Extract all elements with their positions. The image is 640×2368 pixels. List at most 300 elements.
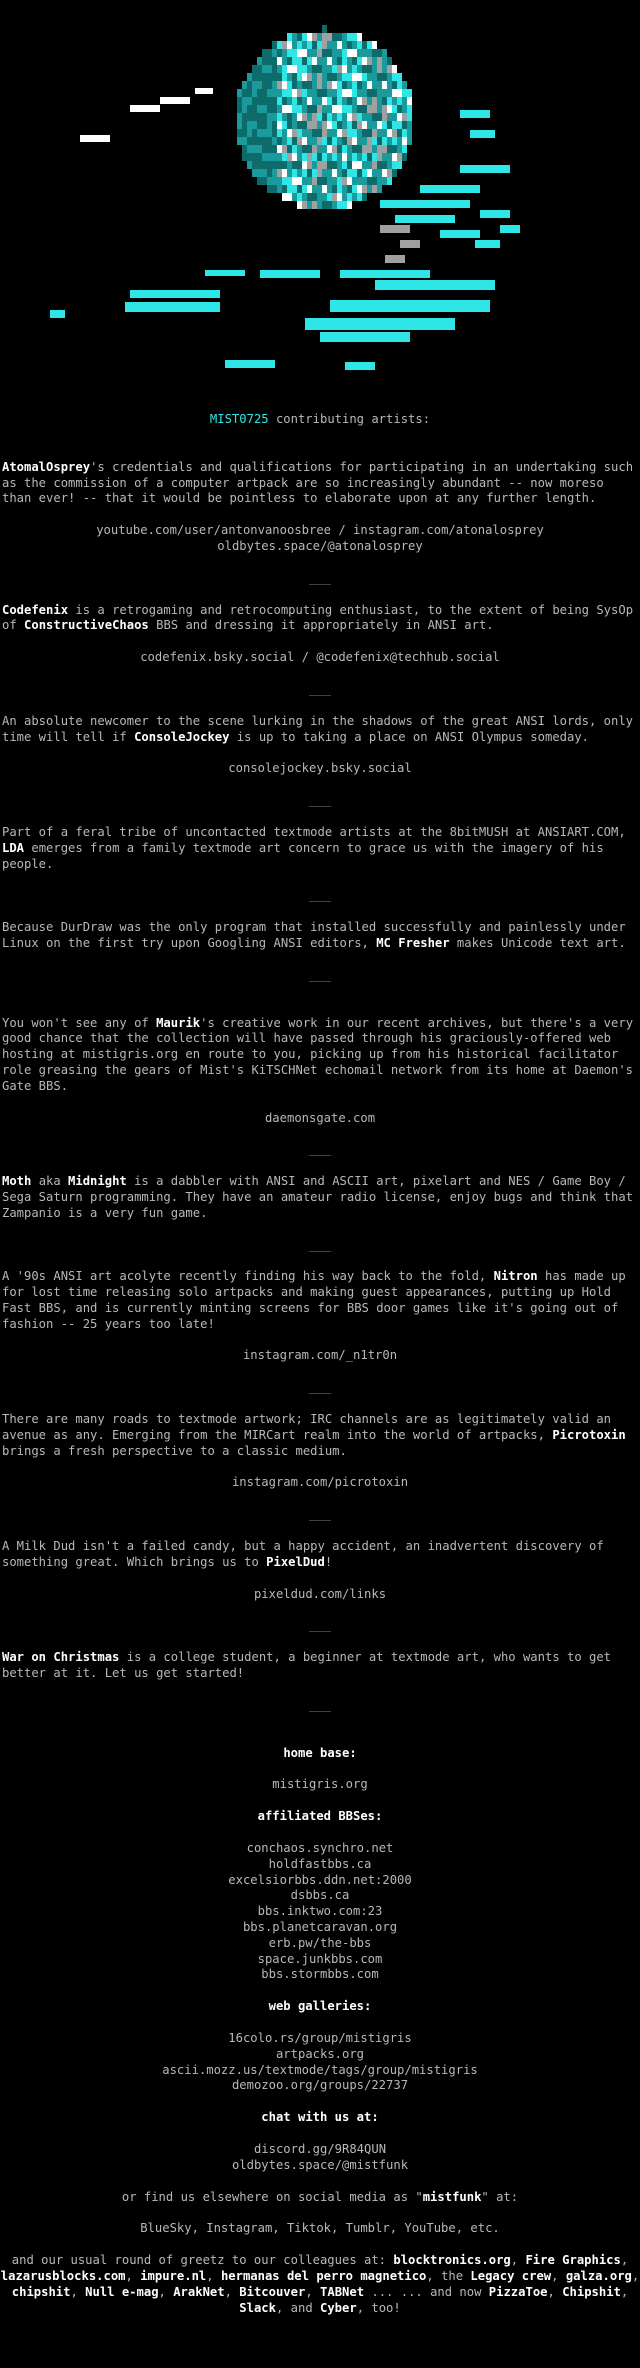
art-block — [277, 97, 282, 105]
highlight-name: ArakNet — [173, 2284, 225, 2299]
art-block — [252, 129, 257, 137]
art-block — [342, 41, 347, 49]
art-block — [357, 57, 362, 65]
art-block — [407, 89, 412, 97]
art-block — [387, 145, 392, 153]
art-block — [347, 41, 352, 49]
art-block — [470, 130, 495, 138]
artist-link[interactable]: oldbytes.space/@atonalosprey — [217, 538, 423, 553]
art-block — [332, 113, 337, 121]
art-block — [347, 33, 352, 41]
art-block — [397, 113, 402, 121]
chat-link[interactable]: discord.gg/9R84QUN — [253, 2141, 387, 2156]
art-block — [377, 177, 382, 185]
title-text: contributing artists: — [268, 412, 431, 426]
home-base-label: home base: — [283, 1745, 357, 1760]
art-block — [267, 97, 272, 105]
art-block — [332, 65, 337, 73]
art-block — [225, 360, 275, 368]
art-block — [377, 73, 382, 81]
gallery-link[interactable]: ascii.mozz.us/textmode/tags/group/mistigris — [162, 2062, 478, 2077]
art-block — [367, 177, 372, 185]
art-block — [332, 177, 337, 185]
art-block — [377, 121, 382, 129]
art-block — [282, 113, 287, 121]
art-block — [277, 57, 282, 65]
art-block — [392, 161, 397, 169]
art-block — [367, 97, 372, 105]
text-run: , — [305, 2284, 321, 2299]
art-block — [322, 121, 327, 129]
art-block — [297, 89, 302, 97]
art-block — [382, 89, 387, 97]
art-block — [272, 105, 277, 113]
art-block — [327, 169, 332, 177]
art-block — [262, 169, 267, 177]
artist-bio — [0, 1412, 640, 1459]
art-block — [287, 49, 292, 57]
highlight-name: LDA — [2, 840, 25, 855]
bbs-link[interactable]: bbs.stormbbs.com — [261, 1967, 379, 1982]
text-run: , — [206, 2268, 221, 2283]
art-block — [367, 81, 372, 89]
artist-bio — [0, 460, 640, 507]
art-block — [277, 161, 282, 169]
art-block — [322, 129, 327, 137]
art-block — [282, 161, 287, 169]
text-run: and our usual round of greetz to our colleagues at: — [11, 2253, 394, 2268]
art-block — [307, 145, 312, 153]
art-block — [407, 137, 412, 145]
art-block — [352, 89, 357, 97]
art-block — [277, 113, 282, 121]
art-block — [267, 129, 272, 137]
artist-link[interactable]: pixeldud.com/links — [253, 1586, 387, 1601]
art-block — [302, 201, 307, 209]
separator: ___ — [308, 1237, 331, 1252]
art-block — [252, 137, 257, 145]
art-block — [130, 290, 220, 298]
art-block — [277, 121, 282, 129]
art-block — [342, 33, 347, 41]
art-block — [307, 121, 312, 129]
highlight-name: MC Fresher — [376, 935, 450, 950]
art-block — [297, 185, 302, 193]
art-block — [312, 33, 317, 41]
art-block — [287, 121, 292, 129]
art-block — [272, 169, 277, 177]
gallery-link[interactable]: demozoo.org/groups/22737 — [231, 2078, 409, 2093]
bbs-link[interactable]: excelsiorbbs.ddn.net:2000 — [228, 1872, 412, 1887]
art-block — [382, 177, 387, 185]
art-block — [262, 161, 267, 169]
text-run: emerges from a family textmode art concern to grace us with the imagery of his people. — [2, 840, 604, 871]
art-block — [252, 121, 257, 129]
text-run: , — [551, 2268, 566, 2283]
art-block — [257, 169, 262, 177]
art-block — [277, 49, 282, 57]
art-block — [257, 153, 262, 161]
art-block — [297, 33, 302, 41]
art-block — [302, 65, 307, 73]
artist-entry — [0, 825, 640, 920]
art-block — [160, 97, 190, 104]
spacer — [0, 555, 640, 571]
highlight-name: Chipshit — [562, 2284, 621, 2299]
art-block — [382, 49, 387, 57]
art-block — [337, 121, 342, 129]
art-block — [372, 169, 377, 177]
art-block — [302, 49, 307, 57]
art-block — [352, 57, 357, 65]
art-block — [320, 332, 410, 342]
spacer — [0, 507, 640, 523]
art-block — [332, 97, 337, 105]
highlight-name: PizzaToe — [488, 2284, 548, 2299]
art-block — [262, 145, 267, 153]
art-block — [352, 121, 357, 129]
art-block — [317, 57, 322, 65]
art-block — [307, 33, 312, 41]
art-block — [272, 129, 277, 137]
spacer — [0, 1095, 640, 1111]
artist-bio — [0, 603, 640, 635]
art-block — [277, 145, 282, 153]
art-block — [292, 129, 297, 137]
ansi-art-header — [0, 0, 640, 400]
art-block — [352, 113, 357, 121]
art-block — [247, 161, 252, 169]
art-block — [337, 73, 342, 81]
art-block — [402, 97, 407, 105]
art-block — [282, 81, 287, 89]
art-block — [337, 185, 342, 193]
text-run: is up to taking a place on ANSI Olympus someday. — [229, 729, 590, 744]
art-block — [272, 57, 277, 65]
text-run: , — [620, 2284, 629, 2299]
art-block — [287, 129, 292, 137]
art-block — [307, 89, 312, 97]
artist-link[interactable]: instagram.com/picrotoxin — [231, 1475, 409, 1490]
art-block — [317, 145, 322, 153]
bbs-link[interactable]: holdfastbbs.ca — [268, 1856, 372, 1871]
art-block — [252, 73, 257, 81]
art-block — [257, 113, 262, 121]
art-block — [367, 105, 372, 113]
art-block — [347, 137, 352, 145]
text-run: , — [620, 2253, 629, 2268]
art-block — [342, 65, 347, 73]
art-block — [307, 105, 312, 113]
art-block — [272, 145, 277, 153]
art-block — [322, 161, 327, 169]
art-block — [247, 89, 252, 97]
art-block — [287, 97, 292, 105]
artist-link[interactable]: consolejockey.bsky.social — [228, 761, 412, 776]
art-block — [297, 41, 302, 49]
art-block — [377, 145, 382, 153]
art-block — [352, 97, 357, 105]
art-block — [337, 153, 342, 161]
text-run: You won't see any of — [2, 1015, 157, 1030]
art-block — [342, 201, 347, 209]
art-block — [317, 153, 322, 161]
art-block — [267, 89, 272, 97]
art-block — [307, 177, 312, 185]
art-block — [332, 73, 337, 81]
art-block — [357, 153, 362, 161]
art-block — [287, 41, 292, 49]
highlight-name: TABNet — [320, 2284, 365, 2299]
bbs-link[interactable]: bbs.planetcaravan.org — [242, 1920, 398, 1935]
art-block — [342, 145, 347, 153]
art-block — [372, 185, 377, 193]
art-block — [317, 73, 322, 81]
art-block — [397, 153, 402, 161]
art-block — [262, 73, 267, 81]
art-block — [272, 89, 277, 97]
art-block — [332, 81, 337, 89]
art-block — [402, 129, 407, 137]
spacer — [0, 1491, 640, 1507]
art-block — [312, 41, 317, 49]
art-block — [372, 97, 377, 105]
art-block — [357, 121, 362, 129]
greetz-text — [0, 2253, 640, 2316]
home-base-link[interactable]: mistigris.org — [272, 1777, 368, 1792]
art-block — [400, 240, 420, 248]
art-block — [247, 73, 252, 81]
art-block — [247, 81, 252, 89]
social-pre: or find us elsewhere on social media as " — [121, 2189, 423, 2204]
art-block — [377, 113, 382, 121]
art-block — [302, 33, 307, 41]
art-block — [352, 153, 357, 161]
highlight-name: chipshit — [11, 2284, 71, 2299]
art-block — [362, 153, 367, 161]
art-block — [272, 177, 277, 185]
art-block — [347, 145, 352, 153]
separator: ___ — [308, 681, 331, 696]
art-block — [347, 89, 352, 97]
art-block — [292, 81, 297, 89]
artist-link[interactable]: youtube.com/user/antonvanoosbree / instagram.com/atonalosprey — [96, 523, 544, 538]
spacer — [0, 666, 640, 682]
art-block — [252, 169, 257, 177]
art-block — [327, 49, 332, 57]
art-block — [307, 185, 312, 193]
art-block — [367, 169, 372, 177]
art-block — [297, 201, 302, 209]
artist-entry — [0, 920, 640, 1015]
art-block — [262, 81, 267, 89]
art-block — [317, 89, 322, 97]
art-block — [337, 177, 342, 185]
art-block — [392, 129, 397, 137]
art-block — [407, 97, 412, 105]
artist-bio — [0, 1269, 640, 1332]
art-block — [332, 201, 337, 209]
spacer — [0, 634, 640, 650]
art-block — [337, 41, 342, 49]
art-block — [362, 169, 367, 177]
art-block — [347, 201, 352, 209]
art-block — [387, 177, 392, 185]
art-block — [312, 137, 317, 145]
artist-entry — [0, 1650, 640, 1729]
chat-link[interactable]: oldbytes.space/@mistfunk — [231, 2157, 409, 2172]
highlight-name: Nitron — [493, 1269, 538, 1284]
highlight-name: blocktronics.org — [393, 2253, 511, 2268]
art-block — [337, 89, 342, 97]
art-block — [272, 185, 277, 193]
art-block — [307, 49, 312, 57]
art-block — [357, 161, 362, 169]
art-block — [402, 137, 407, 145]
separator: ___ — [308, 1618, 331, 1633]
art-block — [377, 161, 382, 169]
text-run: A Milk Dud isn't a failed candy, but a happy accident, an inadvertent discovery of something great. Which brings us to — [2, 1539, 604, 1569]
bbs-link[interactable]: conchaos.synchro.net — [246, 1841, 394, 1856]
art-block — [317, 201, 322, 209]
art-block — [312, 161, 317, 169]
art-block — [292, 73, 297, 81]
bbs-link[interactable]: dsbbs.ca — [290, 1888, 350, 1903]
gallery-link[interactable]: 16colo.rs/group/mistigris — [228, 2031, 412, 2045]
art-block — [340, 270, 430, 278]
artist-link[interactable]: codefenix.bsky.social / @codefenix@techhub.social — [140, 650, 500, 665]
art-block — [357, 73, 362, 81]
art-block — [352, 129, 357, 137]
art-block — [362, 161, 367, 169]
art-block — [262, 65, 267, 73]
art-block — [312, 185, 317, 193]
art-block — [282, 193, 287, 201]
artist-link[interactable]: instagram.com/_n1tr0n — [242, 1348, 398, 1363]
art-block — [302, 89, 307, 97]
spacer — [0, 904, 640, 920]
art-block — [392, 145, 397, 153]
art-block — [302, 121, 307, 129]
bbs-list — [0, 1841, 640, 1983]
highlight-name: hermanas del perro magnetico — [220, 2268, 427, 2283]
spacer — [0, 872, 640, 888]
art-block — [357, 169, 362, 177]
art-block — [282, 89, 287, 97]
art-block — [292, 177, 297, 185]
art-block — [377, 169, 382, 177]
art-block — [402, 113, 407, 121]
art-block — [322, 81, 327, 89]
art-block — [367, 41, 372, 49]
art-block — [342, 97, 347, 105]
art-block — [257, 65, 262, 73]
artist-entry — [0, 460, 640, 603]
art-block — [262, 137, 267, 145]
art-block — [440, 230, 480, 238]
art-block — [277, 177, 282, 185]
art-block — [347, 169, 352, 177]
text-run: , the — [426, 2268, 471, 2283]
artist-entry — [0, 1174, 640, 1269]
art-block — [357, 49, 362, 57]
art-block — [327, 33, 332, 41]
art-block — [372, 65, 377, 73]
art-block — [287, 113, 292, 121]
art-block — [252, 113, 257, 121]
art-block — [252, 161, 257, 169]
art-block — [262, 121, 267, 129]
art-block — [362, 97, 367, 105]
art-block — [322, 65, 327, 73]
art-block — [277, 65, 282, 73]
art-block — [297, 105, 302, 113]
art-block — [357, 33, 362, 41]
text-run: ... ... and now — [364, 2284, 489, 2299]
highlight-name: PixelDud — [266, 1554, 325, 1569]
artist-list — [0, 460, 640, 1730]
art-block — [327, 65, 332, 73]
art-block — [362, 57, 367, 65]
text-run: , — [224, 2284, 240, 2299]
art-block — [257, 129, 262, 137]
art-block — [292, 113, 297, 121]
art-block — [352, 185, 357, 193]
art-block — [327, 201, 332, 209]
art-block — [327, 137, 332, 145]
gallery-link[interactable]: artpacks.org — [275, 2046, 365, 2061]
art-block — [392, 89, 397, 97]
text-run: BBS and dressing it appropriately in ANSI art. — [148, 618, 494, 633]
art-block — [352, 65, 357, 73]
art-block — [287, 65, 292, 73]
bbs-link[interactable]: bbs.inktwo.com:23 — [257, 1904, 383, 1919]
separator: ___ — [308, 1380, 331, 1395]
highlight-name: Midnight — [68, 1174, 127, 1189]
art-block — [397, 97, 402, 105]
art-block — [337, 97, 342, 105]
art-block — [307, 193, 312, 201]
spacer — [0, 1459, 640, 1475]
art-block — [397, 161, 402, 169]
art-block — [262, 113, 267, 121]
art-block — [337, 161, 342, 169]
artist-link[interactable]: daemonsgate.com — [264, 1110, 376, 1125]
art-block — [460, 110, 490, 118]
art-block — [322, 73, 327, 81]
art-block — [347, 113, 352, 121]
art-block — [312, 97, 317, 105]
separator: ___ — [308, 1697, 331, 1712]
art-block — [307, 201, 312, 209]
art-block — [342, 57, 347, 65]
text-run: , — [125, 2268, 141, 2283]
art-block — [367, 57, 372, 65]
art-block — [382, 169, 387, 177]
bbs-link[interactable]: space.junkbbs.com — [257, 1951, 383, 1966]
art-block — [337, 57, 342, 65]
art-block — [292, 153, 297, 161]
art-block — [337, 65, 342, 73]
art-block — [322, 201, 327, 209]
art-block — [367, 73, 372, 81]
art-block — [312, 73, 317, 81]
art-block — [367, 49, 372, 57]
art-block — [382, 81, 387, 89]
bbs-link[interactable]: erb.pw/the-bbs — [268, 1935, 372, 1950]
art-block — [367, 137, 372, 145]
art-block — [407, 121, 412, 129]
